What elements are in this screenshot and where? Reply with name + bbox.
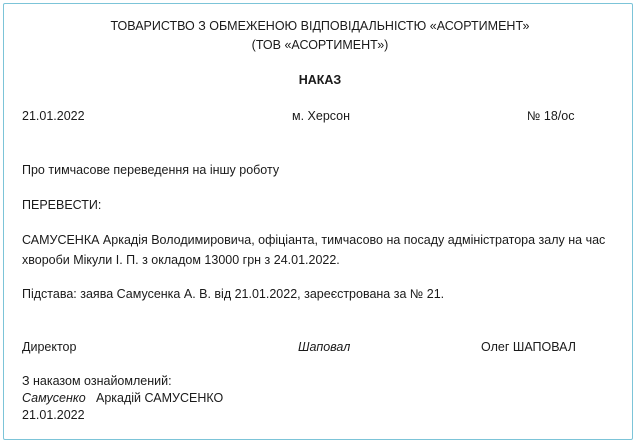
order-basis: Підстава: заява Самусенка А. В. від 21.01.2022, зареєстрована за № 21. <box>22 287 445 301</box>
organization-short-name: (ТОВ «АСОРТИМЕНТ») <box>251 38 389 52</box>
signatory-position: Директор <box>22 340 77 354</box>
director-signature: Шаповал <box>298 340 351 354</box>
order-date: 21.01.2022 <box>22 109 85 123</box>
order-number: № 18/ос <box>527 109 575 123</box>
order-body <box>22 230 622 270</box>
signatory-name: Олег ШАПОВАЛ <box>481 340 576 354</box>
employee-signature: Самусенко <box>22 391 86 405</box>
acknowledgement-date: 21.01.2022 <box>22 408 85 422</box>
employee-name: Аркадій САМУСЕНКО <box>96 391 224 405</box>
order-body-line: САМУСЕНКА Аркадія Володимировича, офіціанта, тимчасово на посаду адміністратора залу на час <box>22 233 606 247</box>
order-directive: ПЕРЕВЕСТИ: <box>22 198 102 212</box>
organization-full-name: ТОВАРИСТВО З ОБМЕЖЕНОЮ ВІДПОВІДАЛЬНІСТЮ «АСОРТИМЕНТ» <box>110 19 530 33</box>
order-place: м. Херсон <box>292 109 351 123</box>
order-subject: Про тимчасове переведення на іншу роботу <box>22 163 280 177</box>
document-type-title: НАКАЗ <box>298 73 342 87</box>
acknowledgement-label: З наказом ознайомлений: <box>22 374 172 388</box>
order-body-line: хвороби Мікули І. П. з окладом 13000 грн з 24.01.2022. <box>22 253 340 267</box>
